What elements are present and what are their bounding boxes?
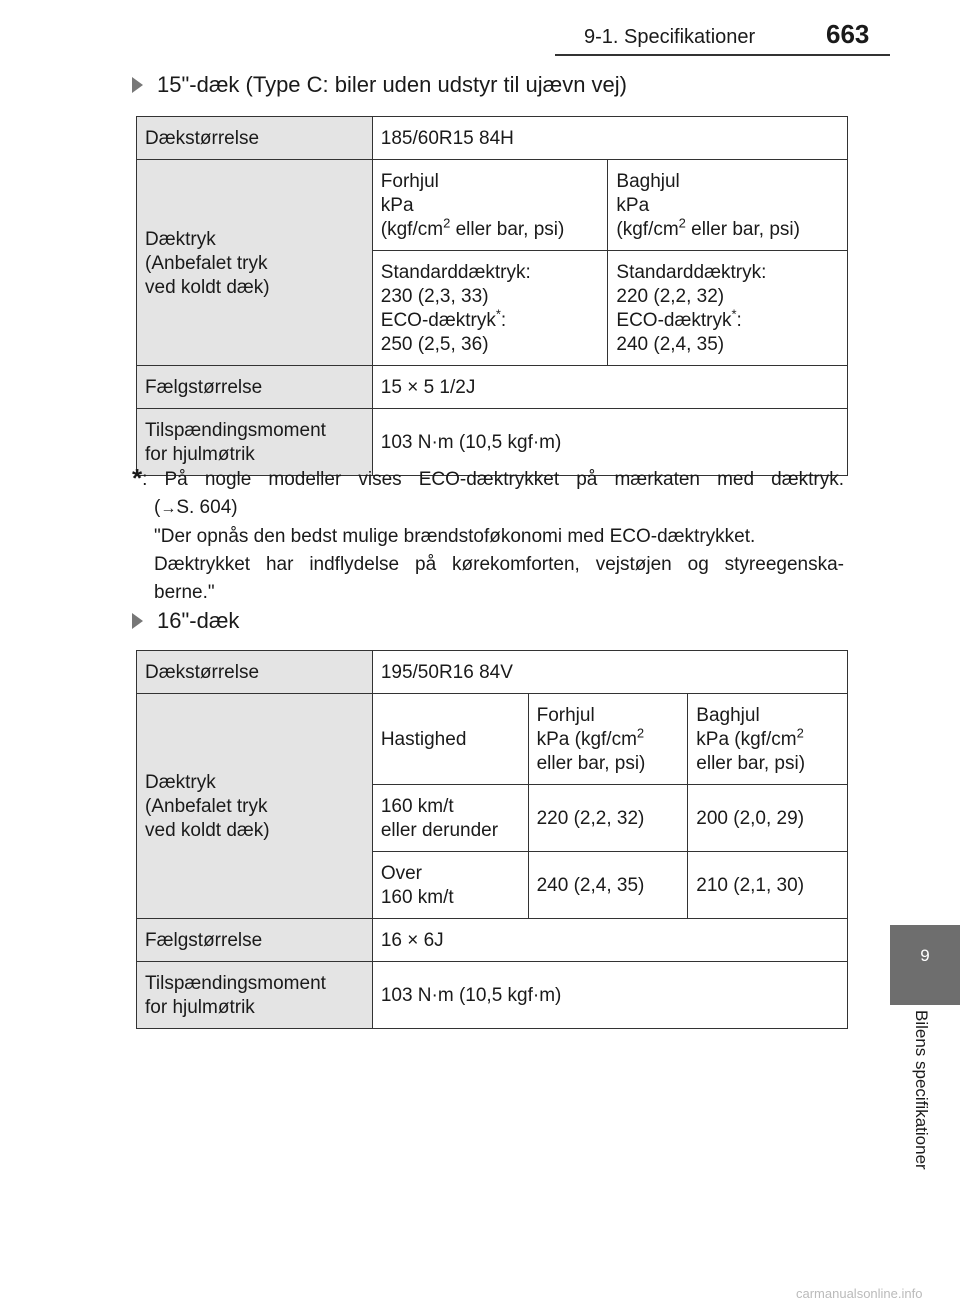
rim-label: Fælgstørrelse [137,366,373,409]
header-divider [555,54,890,56]
torque-value: 103 N·m (10,5 kgf·m) [372,409,847,476]
speed-cell: Over 160 km/t [372,852,528,919]
footnote: *: På nogle modeller vises ECO-dæktrykket på mærkaten med dæktryk. (→S. 604) "Der opnås den bedst mulige brændstoføkonomi med ECO-dæktrykket. Dæktrykket har indflydelse på kørekomforten, vejstøjen og styreegenska- berne." [132,464,844,607]
size-value: 195/50R16 84V [372,651,847,694]
footnote-line3: "Der opnås den bedst mulige brændstoføkonomi med ECO-dæktrykket. [154,526,756,547]
pressure-label: Dæktryk (Anbefalet tryk ved koldt dæk) [137,694,373,919]
rim-value: 15 × 5 1/2J [372,366,847,409]
tire-table-16 [136,650,848,1029]
size-value: 185/60R15 84H [372,117,847,160]
chapter-label: Bilens specifikationer [912,1010,931,1170]
rear-value-cell: 210 (2,1, 30) [688,852,848,919]
size-label: Dækstørrelse [137,117,373,160]
rear-wheel-header: Baghjul kPa ($kgf/cm^2$ eller bar, psi) [688,694,848,785]
rear-value-cell: 200 (2,0, 29) [688,785,848,852]
section-title: 9-1. Specifikationer [584,26,756,48]
section1-heading-text: 15"-dæk (Type C: biler uden udstyr til ujævn vej) [157,72,628,97]
arrow-right-icon: → [160,500,177,517]
speed-cell: 160 km/t eller derunder [372,785,528,852]
section1-heading [132,72,627,98]
footnote-marker: * [132,463,143,493]
rear-wheel-header: Baghjul kPa ($kgf/cm^2$ eller bar, psi) [608,160,848,251]
footnote-line5: berne." [154,582,215,603]
rim-value: 16 × 6J [372,919,847,962]
torque-value: 103 N·m (10,5 kgf·m) [372,962,847,1029]
page-number: 663 [826,19,870,49]
front-value-cell: 220 (2,2, 32) [528,785,688,852]
rim-label: Fælgstørrelse [137,919,373,962]
front-wheel-values: Standarddæktryk: 230 (2,3, 33) ECO-dæktryk*: 250 (2,5, 36) [372,251,608,366]
section2-heading-text: 16"-dæk [157,608,240,633]
footnote-line1: : På nogle modeller vises ECO-dæktrykket på mærkaten med dæktryk. [142,469,844,490]
chapter-number: 9 [920,946,930,965]
footnote-ref[interactable]: S. 604) [176,497,238,518]
torque-label: Tilspændingsmoment for hjulmøtrik [137,962,373,1029]
rear-wheel-values: Standarddæktryk: 220 (2,2, 32) ECO-dæktryk*: 240 (2,4, 35) [608,251,848,366]
speed-header: Hastighed [372,694,528,785]
triangle-bullet-icon [132,77,143,93]
pressure-label: Dæktryk (Anbefalet tryk ved koldt dæk) [137,160,373,366]
triangle-bullet-icon [132,613,143,629]
front-wheel-header: Forhjul kPa ($kgf/cm^2$ eller bar, psi) [528,694,688,785]
footnote-line4: Dæktrykket har indflydelse på kørekomforten, vejstøjen og styreegenska- [154,554,844,575]
watermark: carmanualsonline.info [796,1286,923,1301]
section2-heading [132,608,239,634]
size-label: Dækstørrelse [137,651,373,694]
front-wheel-header: Forhjul kPa ($kgf/cm^2$ eller bar, psi) [372,160,608,251]
torque-label: Tilspændingsmoment for hjulmøtrik [137,409,373,476]
front-value-cell: 240 (2,4, 35) [528,852,688,919]
tire-table-15 [136,116,848,476]
